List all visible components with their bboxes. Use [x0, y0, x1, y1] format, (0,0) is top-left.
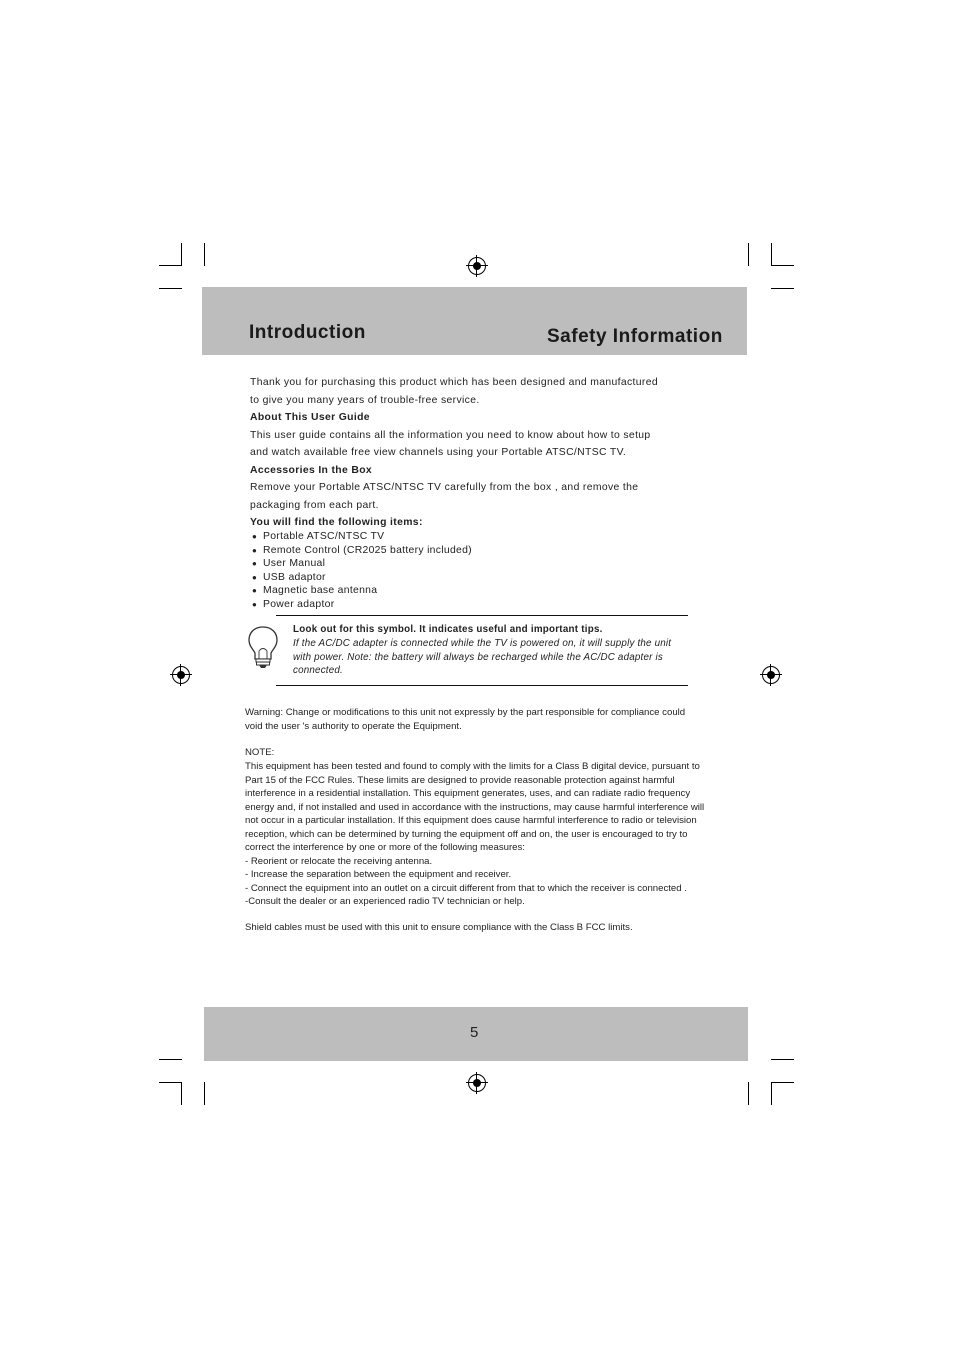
registration-mark-icon: [172, 666, 190, 684]
list-item: ● Magnetic base antenna: [252, 584, 472, 598]
paragraph-line: and watch available free view channels using your Portable ATSC/NTSC TV.: [250, 447, 627, 458]
crop-mark: [159, 1059, 182, 1060]
crop-mark: [159, 1082, 182, 1083]
crop-mark: [771, 243, 772, 266]
note-label: NOTE:: [245, 747, 275, 758]
section-title-safety: Safety Information: [547, 326, 723, 347]
crop-mark: [159, 288, 182, 289]
paragraph-line: to give you many years of trouble-free service.: [250, 394, 480, 406]
crop-mark: [159, 265, 182, 266]
paragraph-line: This user guide contains all the information you need to know about how to setup: [250, 429, 651, 441]
items-list: [252, 530, 472, 612]
crop-mark: [748, 1082, 749, 1105]
crop-mark: [771, 288, 794, 289]
section-title-introduction: Introduction: [249, 322, 366, 343]
subheading-accessories: Accessories In the Box: [250, 464, 373, 476]
lightbulb-icon: [246, 624, 280, 670]
tip-heading: Look out for this symbol. It indicates useful and important tips.: [293, 624, 603, 635]
crop-mark: [181, 1082, 182, 1105]
crop-mark: [771, 1059, 794, 1060]
list-item: ● Portable ATSC/NTSC TV: [252, 530, 472, 544]
paragraph-line: Remove your Portable ATSC/NTSC TV carefully from the box , and remove the: [250, 482, 639, 493]
crop-mark: [771, 1082, 794, 1083]
list-item: ● Remote Control (CR2025 battery included): [252, 544, 472, 558]
registration-mark-icon: [468, 1074, 486, 1092]
note-body: This equipment has been tested and found to comply with the limits for a Class B digital device, pursuant to Part 15 of the FCC Rules. These limits are designed to provide reasonable protection against harmful interference in a residential installation. This equipment generates, uses, and can radiate radio frequency energy and, if not installed and used in accordance with the instructions, may cause harmful interference will not occur in a particular installation. If this equipment does cause harmful interference to radio or television reception, which can be determined by turning the equipment off and on, the user is encouraged to try to correct the interference by one or more of the following measures: - Reorient or relocate the receiving antenna. - Increase the separation between the equipment and receiver. - Connect the equipment into an outlet on a circuit different from that to which the receiver is connected . -Consult the dealer or an experienced radio TV technician or help.: [245, 761, 705, 907]
crop-mark: [181, 243, 182, 266]
crop-mark: [204, 243, 205, 266]
list-item: ● USB adaptor: [252, 571, 472, 585]
paragraph-line: packaging from each part.: [250, 499, 379, 511]
list-item: ● User Manual: [252, 557, 472, 571]
tip-body: If the AC/DC adapter is connected while the TV is powered on, it will supply the unit with power. Note: the battery will always be recharged while the AC/DC adapter is connected.: [293, 638, 672, 676]
registration-mark-icon: [762, 666, 780, 684]
paragraph-line: Thank you for purchasing this product which has been designed and manufactured: [250, 377, 658, 388]
page-number: 5: [470, 1024, 479, 1041]
crop-mark: [204, 1082, 205, 1105]
warning-text: Warning: Change or modifications to this unit not expressly by the part responsible for compliance could void the user 's authority to operate the Equipment.: [245, 707, 686, 732]
crop-mark: [771, 1082, 772, 1105]
shield-cable-text: Shield cables must be used with this unit to ensure compliance with the Class B FCC limits.: [245, 922, 633, 933]
intro-text: [250, 374, 658, 532]
subheading-items: You will find the following items:: [250, 517, 423, 528]
crop-mark: [748, 243, 749, 266]
crop-mark: [771, 265, 794, 266]
subheading-user-guide: About This User Guide: [250, 412, 370, 423]
registration-mark-icon: [468, 257, 486, 275]
list-item: ● Power adaptor: [252, 598, 472, 612]
